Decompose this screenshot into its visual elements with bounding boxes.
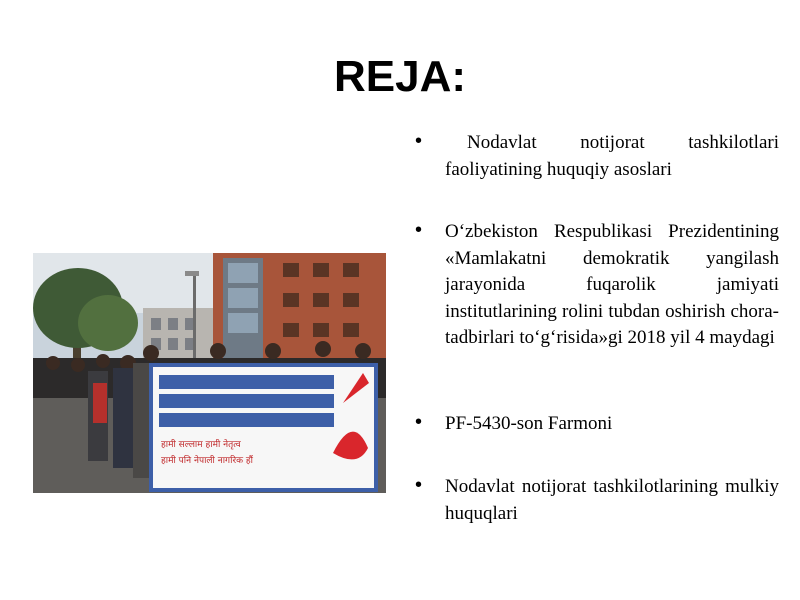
bullet-item	[415, 130, 779, 183]
bullet-item	[415, 411, 779, 438]
bullet-marker: •	[415, 219, 423, 241]
bullet-item	[415, 474, 779, 527]
bullet-text: PF-5430-son Farmoni	[445, 413, 613, 434]
bullet-text: O‘zbekiston Respublikasi Prezidentining «Mamlakatni demokratik yangilash jarayonida fuqarolik jamiyati institutlarining rolini tubdan oshirish chora-tadbirlari to‘g‘risida»gi 2018 yil 4 maydagi	[445, 221, 779, 348]
bullet-marker: •	[415, 474, 423, 496]
bullet-marker: •	[415, 411, 423, 433]
banner-line-2: हामी पनि नेपाली नागरिक हौं	[161, 456, 254, 466]
bullet-text: Nodavlat notijorat tashkilotlari faoliyatining huquqiy asoslari	[445, 132, 779, 180]
banner-line-1: हामी सल्लाम हामी नेतृत्व	[161, 440, 241, 450]
protest-march-photo	[33, 253, 386, 493]
slide-title: REJA:	[333, 52, 467, 101]
bullet-item	[415, 219, 779, 352]
protest-photo-illustration	[33, 253, 386, 493]
bullet-text: Nodavlat notijorat tashkilotlarining mulkiy huquqlari	[445, 476, 779, 524]
bullet-marker: •	[415, 130, 423, 152]
